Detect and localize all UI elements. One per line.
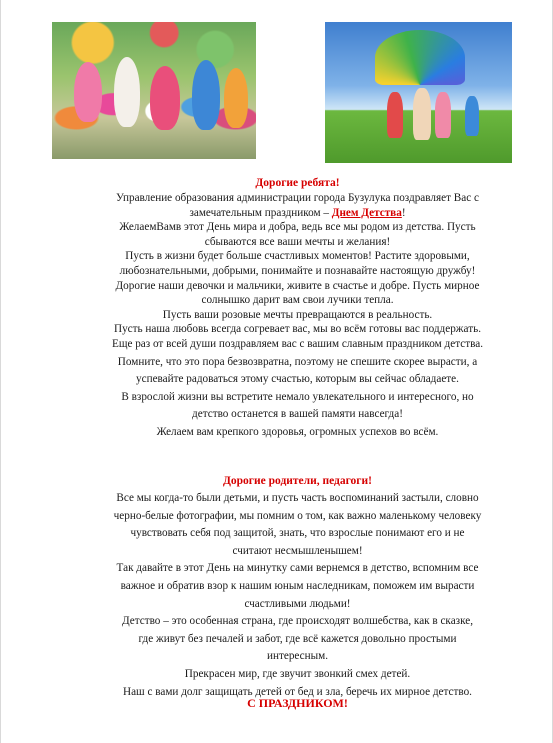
parents-line: Детство – это особенная страна, где происходят волшебства, как в сказке, [121,615,474,628]
greeting-line: Желаем вам крепкого здоровья, огромных успехов во всём. [156,425,439,438]
greeting-line: Дорогие наши девочки и мальчики, живите в счастье и добре. Пусть мирное [115,279,480,292]
parents-line: Так давайте в этот День на минутку сами вернемся в детство, вспомним все [116,562,479,575]
greeting-line: любознательными, добрыми, понимайте и познавайте настоящую дружбу! [119,264,476,277]
parents-greeting [70,474,525,699]
parents-line: счастливыми людьми! [244,597,351,610]
parents-line: интересным. [266,650,328,663]
greeting-line: Еще раз от всей души поздравляем вас с вашим славным праздником детства. [112,337,483,350]
children-greeting-heading: Дорогие ребята! [255,177,340,189]
holiday-suffix: ! [401,206,406,219]
greeting-line: детство останется в вашей памяти навсегда! [192,408,403,421]
children-celebrating-photo [52,22,256,159]
greeting-line: Пусть ваши розовые мечты превращаются в реальность. [162,308,433,321]
greeting-line: Пусть в жизни будет больше счастливых моментов! Растите здоровыми, [125,250,470,263]
children-greeting [70,176,525,440]
parents-line: чувствовать себя под защитой, знать, что взрослые понимают его и не [130,527,465,540]
parents-line: Наш с вами долг защищать детей от бед и зла, беречь их мирное детство. [123,685,472,698]
greeting-line: В взрослой жизни вы встретите немало увлекательного и интересного, но [121,390,474,403]
greeting-line: Пусть наша любовь всегда согревает вас, мы во всём готовы вас поддержать. [113,323,481,336]
holiday-name: Днем Детства [331,206,402,219]
rainbow-kite [375,30,465,85]
greeting-line: замечательным праздником – [189,206,329,219]
parents-line: где живут без печалей и забот, где всё кажется довольно простыми [138,632,457,645]
closing-congratulation: С ПРАЗДНИКОМ! [247,696,348,710]
greeting-line: солнышко дарит вам свои лучики тепла. [201,294,394,307]
greeting-line: Помните, что это пора безвозвратна, поэтому не спешите скорее вырасти, а [117,355,478,368]
parents-greeting-heading: Дорогие родители, педагоги! [223,475,372,487]
parents-line: Все мы когда-то были детьми, и пусть часть воспоминаний застыли, словно [116,492,479,504]
parents-line: важное и обратив взор к нашим юным наследникам, поможем им вырасти [120,579,475,592]
parents-line: Прекрасен мир, где звучит звонкий смех детей. [184,667,411,680]
greeting-line: Управление образования администрации города Бузулука поздравляет Вас с [116,192,479,204]
greeting-line-holiday [70,206,525,221]
parents-line: черно-белые фотографии, мы помним о том, как важно маленькому человеку [113,509,482,522]
greeting-line: успевайте радоваться этому счастью, которым вы сейчас обладаете. [136,373,459,386]
greeting-line: ЖелаемВамв этот День мира и добра, ведь все мы родом из детства. Пусть [119,221,476,234]
children-with-kite-photo [325,22,512,163]
greeting-line: сбываются все ваши мечты и желания! [204,235,391,248]
parents-line: считают несмышленышем! [232,544,363,557]
